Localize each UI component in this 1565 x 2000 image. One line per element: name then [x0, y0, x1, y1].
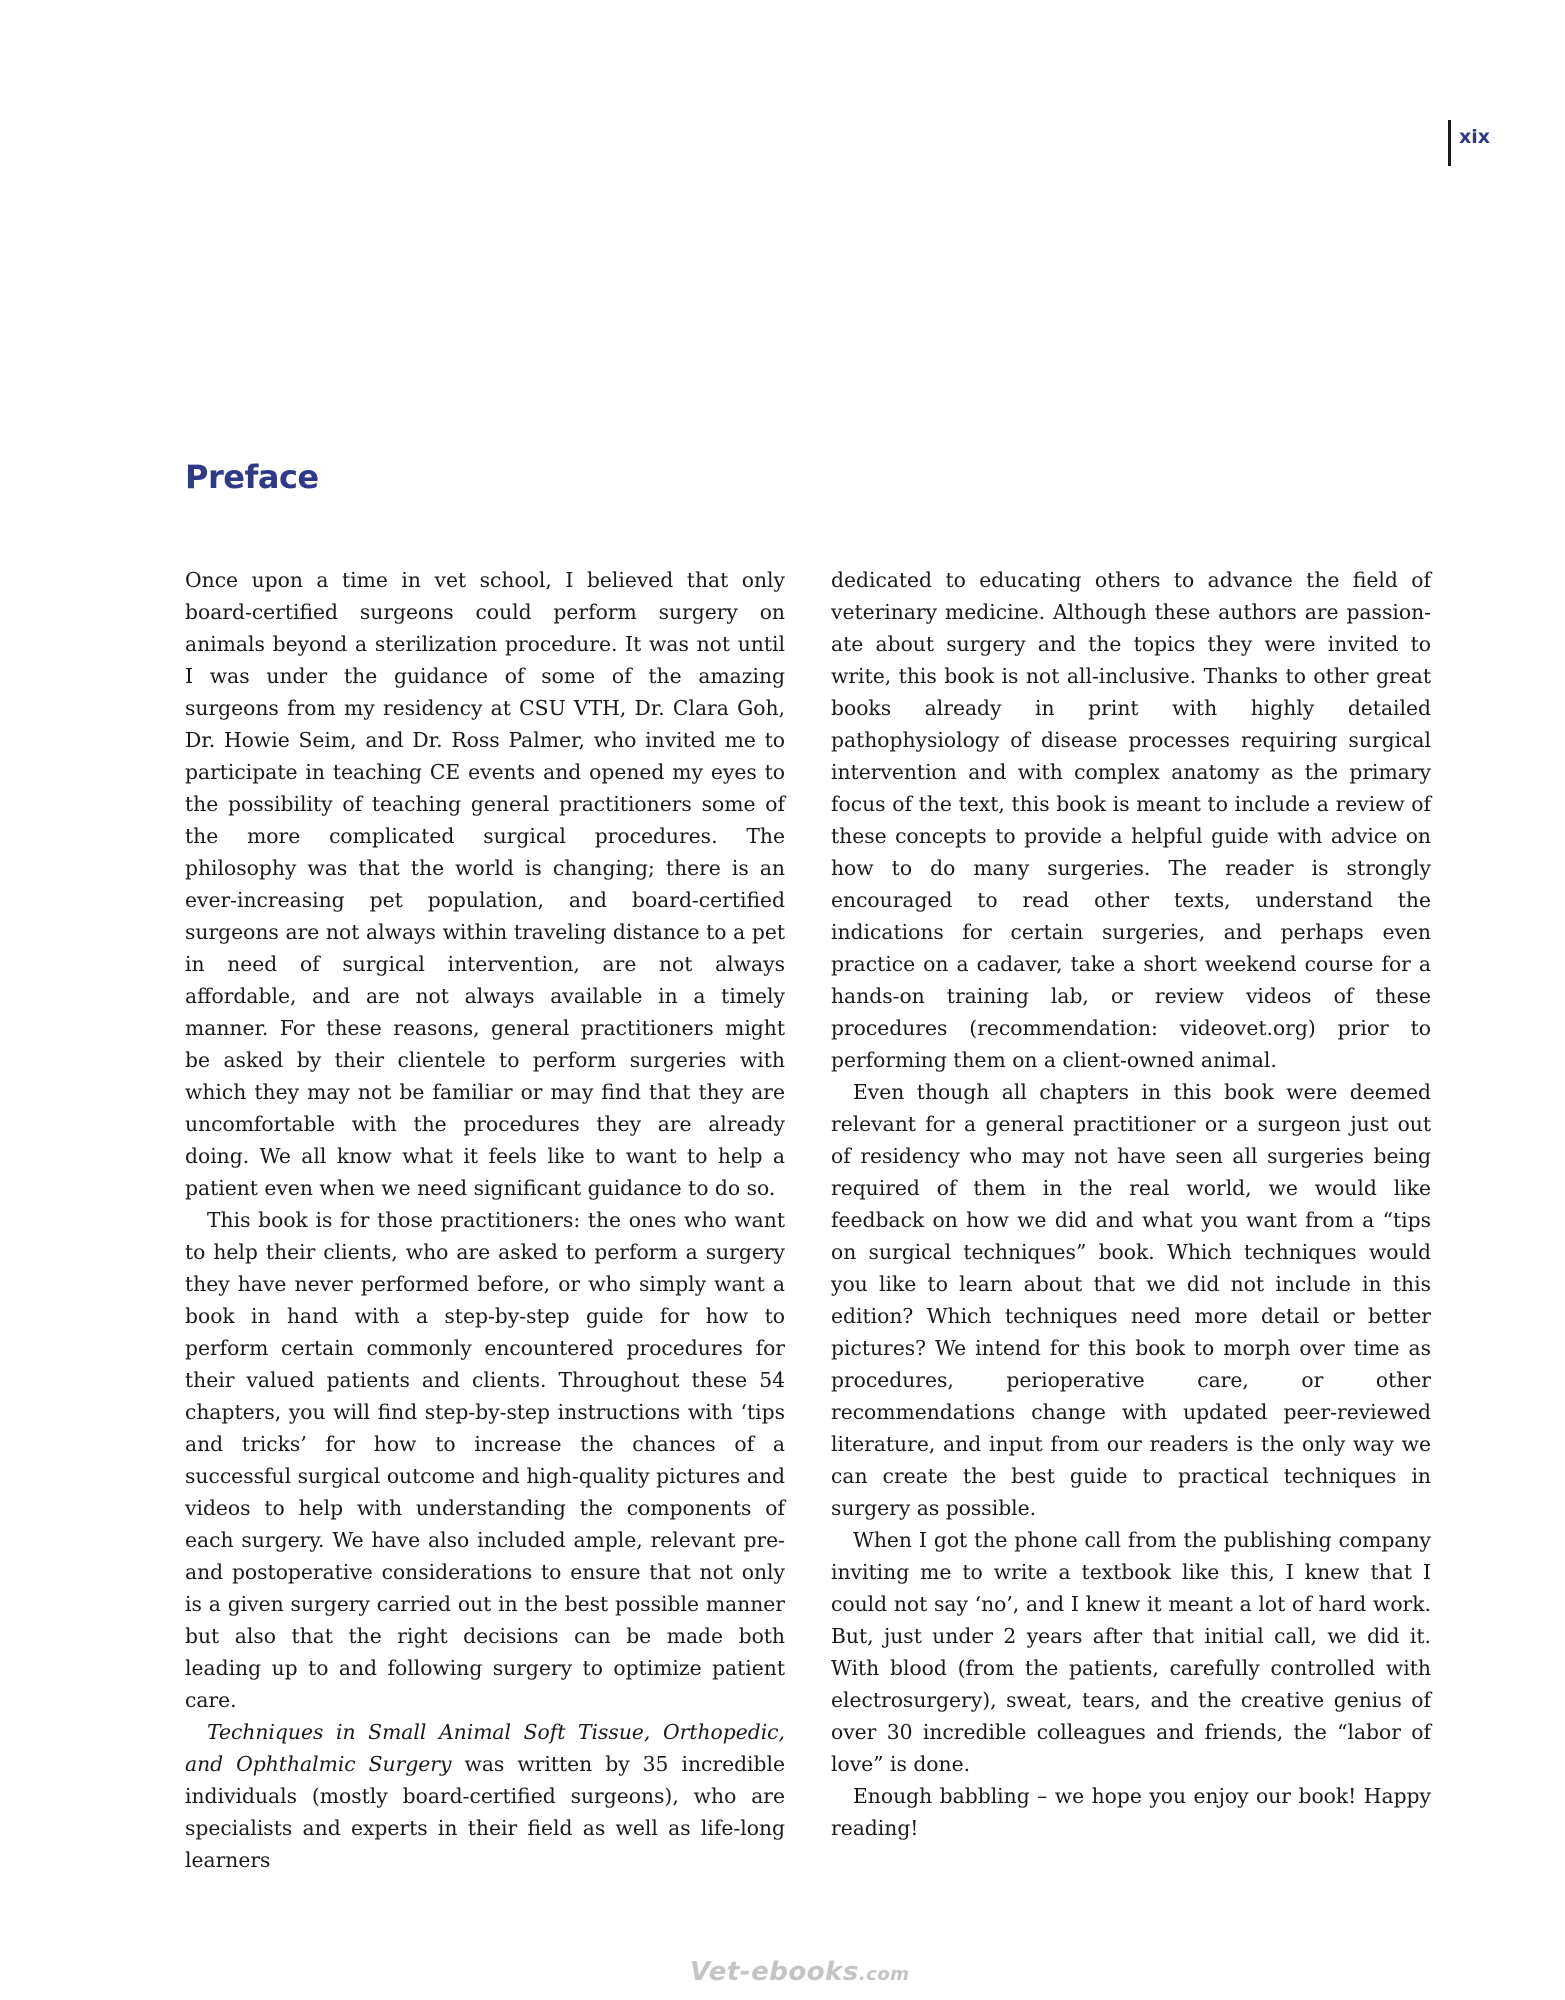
page-number: xix: [1459, 126, 1491, 148]
paragraph: Even though all chapters in this book were deemed relevant for a general practitioner or a surgeon just out of residency who may not have seen all surgeries being required of them in the real world, we would like feedback on how we did and what you want from a “tips on surgical techniques” book. Which techniques would you like to learn about that we did not include in this edition? Which techniques need more detail or better pictures? We intend for this book to morph over time as procedures, perioperative care, or other recommendations change with updated peer-reviewed literature, and input from our readers is the only way we can create the best guide to practical techniques in surgery as possible.: [831, 1080, 1431, 1520]
text-column-right: [831, 564, 1431, 1844]
text-column-left: [185, 564, 785, 1876]
paragraph-book-title: [185, 1716, 785, 1876]
paragraph: Once upon a time in vet school, I believed that only board-certified surgeons could perform surgery on animals beyond a sterilization procedure. It was not until I was under the guidance of some of the amazing surgeons from my residency at CSU VTH, Dr. Clara Goh, Dr. Howie Seim, and Dr. Ross Palmer, who invited me to participate in teaching CE events and opened my eyes to the possibility of teaching general practitioners some of the more complicated surgical procedures. The philosophy was that the world is changing; there is an ever-increasing pet population, and board-certified surgeons are not always within traveling distance to a pet in need of surgical intervention, are not always affordable, and are not always available in a timely manner. For these reasons, general practitioners might be asked by their clientele to perform surgeries with which they may not be familiar or may find that they are uncomfortable with the procedures they are already doing. We all know what it feels like to want to help a patient even when we need significant guidance to do so.: [185, 568, 785, 1200]
paragraph: dedicated to educating others to advance the field of veterinary medicine. Although these authors are passionate about surgery and the topics they were invited to write, this book is not all-inclusive. Thanks to other great books already in print with highly detailed pathophysiology of disease processes requiring surgical intervention and with complex anatomy as the primary focus of the text, this book is meant to include a review of these concepts to provide a helpful guide with advice on how to do many surgeries. The reader is strongly encouraged to read other texts, understand the indications for certain surgeries, and perhaps even practice on a cadaver, take a short weekend course for a hands-on training lab, or review videos of these procedures (recommendation: videovet.org) prior to performing them on a client-owned animal.: [831, 568, 1431, 1072]
book-title-italic: Techniques in Small Animal Soft Tissue, Orthopedic, and Ophthalmic Surgery: [185, 1720, 785, 1776]
page-number-rule: [1448, 120, 1490, 166]
paragraph: This book is for those practitioners: the ones who want to help their clients, who are asked to perform a surgery they have never performed before, or who simply want a book in hand with a step-by-step guide for how to perform certain commonly encountered procedures for their valued patients and clients. Throughout these 54 chapters, you will find step-by-step instructions with ‘tips and tricks’ for how to increase the chances of a successful surgical outcome and high-quality pictures and videos to help with understanding the components of each surgery. We have also included ample, relevant pre- and postoperative considerations to ensure that not only is a given surgery carried out in the best possible manner but also that the right decisions can be made both leading up to and following surgery to optimize patient care.: [185, 1208, 785, 1712]
paragraph-continuation: was written by 35 incredible individuals (mostly board-certified surgeons), who are specialists and experts in their field as well as life-long learners: [185, 1752, 786, 1872]
watermark-text: Vet-ebooks: [690, 1957, 859, 1987]
paragraph: Enough babbling – we hope you enjoy our book! Happy reading!: [831, 1784, 1431, 1840]
watermark-logo: [690, 1957, 909, 1987]
paragraph: When I got the phone call from the publishing company inviting me to write a textbook like this, I knew that I could not say ‘no’, and I knew it meant a lot of hard work. But, just under 2 years after that initial call, we did it. With blood (from the patients, carefully controlled with electrosurgery), sweat, tears, and the creative genius of over 30 incredible colleagues and friends, the “labor of love” is done.: [831, 1528, 1431, 1776]
watermark-suffix: .com: [858, 1964, 910, 1985]
page-title: Preface: [185, 458, 319, 496]
